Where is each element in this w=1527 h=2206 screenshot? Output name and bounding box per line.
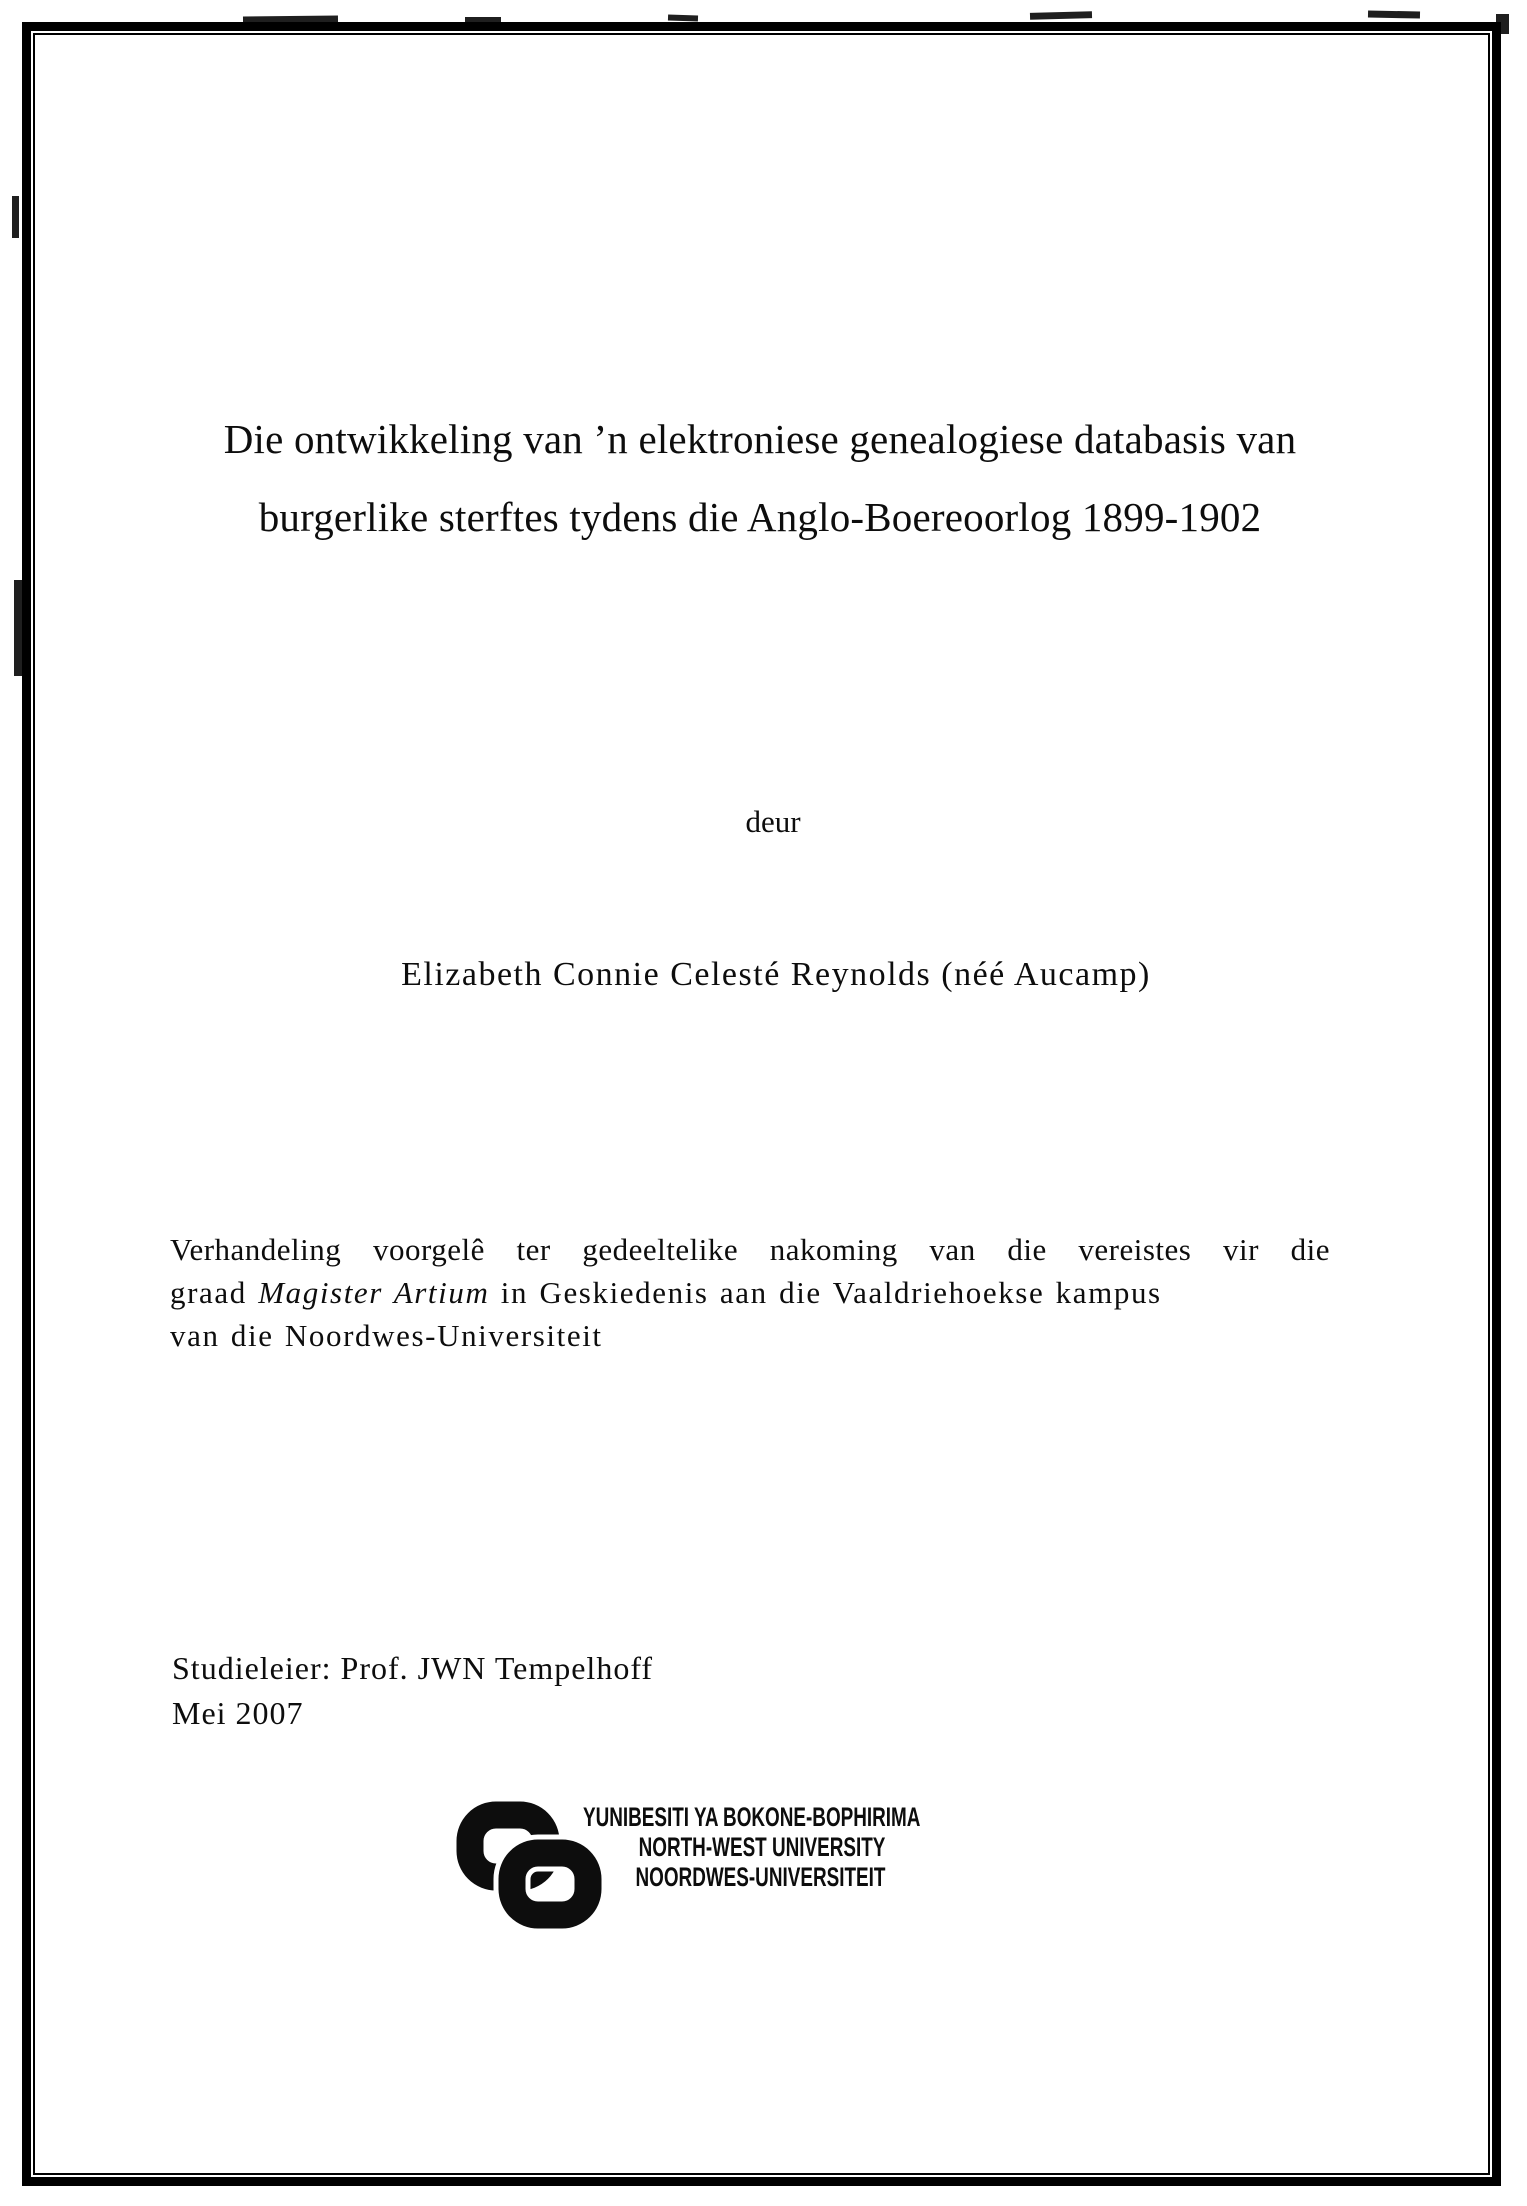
university-name-block [583, 1802, 921, 1892]
thesis-title [0, 400, 1520, 556]
nwu-chain-links-icon [455, 1800, 603, 1930]
degree-statement-line3: van die Noordwes-Universiteit [170, 1318, 603, 1353]
scan-artifact [243, 16, 338, 24]
degree-statement-line1: Verhandeling voorgelê ter gedeeltelike nakoming van die vereistes vir die [170, 1232, 1330, 1267]
supervisor-line: Studieleier: Prof. JWN Tempelhoff [172, 1650, 654, 1686]
degree-statement-line2-pre: graad [170, 1275, 259, 1310]
degree-title-italic: Magister Artium [258, 1275, 490, 1310]
university-name-setswana: YUNIBESITI YA BOKONE-BOPHIRIMA [583, 1802, 921, 1832]
scan-artifact [14, 580, 22, 676]
supervisor-block [172, 1646, 1072, 1736]
scan-artifact [1030, 11, 1092, 20]
thesis-title-line2: burgerlike sterftes tydens die Anglo-Boereoorlog 1899-1902 [258, 494, 1262, 540]
scan-artifact [465, 17, 501, 23]
degree-statement-line2-post: in Geskiedenis aan die Vaaldriehoekse kampus [489, 1275, 1162, 1310]
scan-artifact [1368, 10, 1420, 18]
north-west-university-logo [455, 1796, 1075, 1946]
thesis-title-line1: Die ontwikkeling van ’n elektroniese genealogiese databasis van [223, 416, 1297, 462]
date-line: Mei 2007 [172, 1695, 304, 1731]
university-name-afrikaans: NOORDWES-UNIVERSITEIT [635, 1862, 886, 1892]
scan-artifact [12, 196, 19, 238]
university-name-english: NORTH-WEST UNIVERSITY [638, 1832, 886, 1862]
degree-statement [170, 1228, 1330, 1357]
degree-statement-line2 [170, 1271, 1330, 1314]
scan-artifact [1496, 14, 1509, 34]
byline: deur [745, 804, 801, 839]
author-name: Elizabeth Connie Celesté Reynolds (néé Aucamp) [401, 956, 1151, 993]
scan-artifact [668, 14, 698, 21]
